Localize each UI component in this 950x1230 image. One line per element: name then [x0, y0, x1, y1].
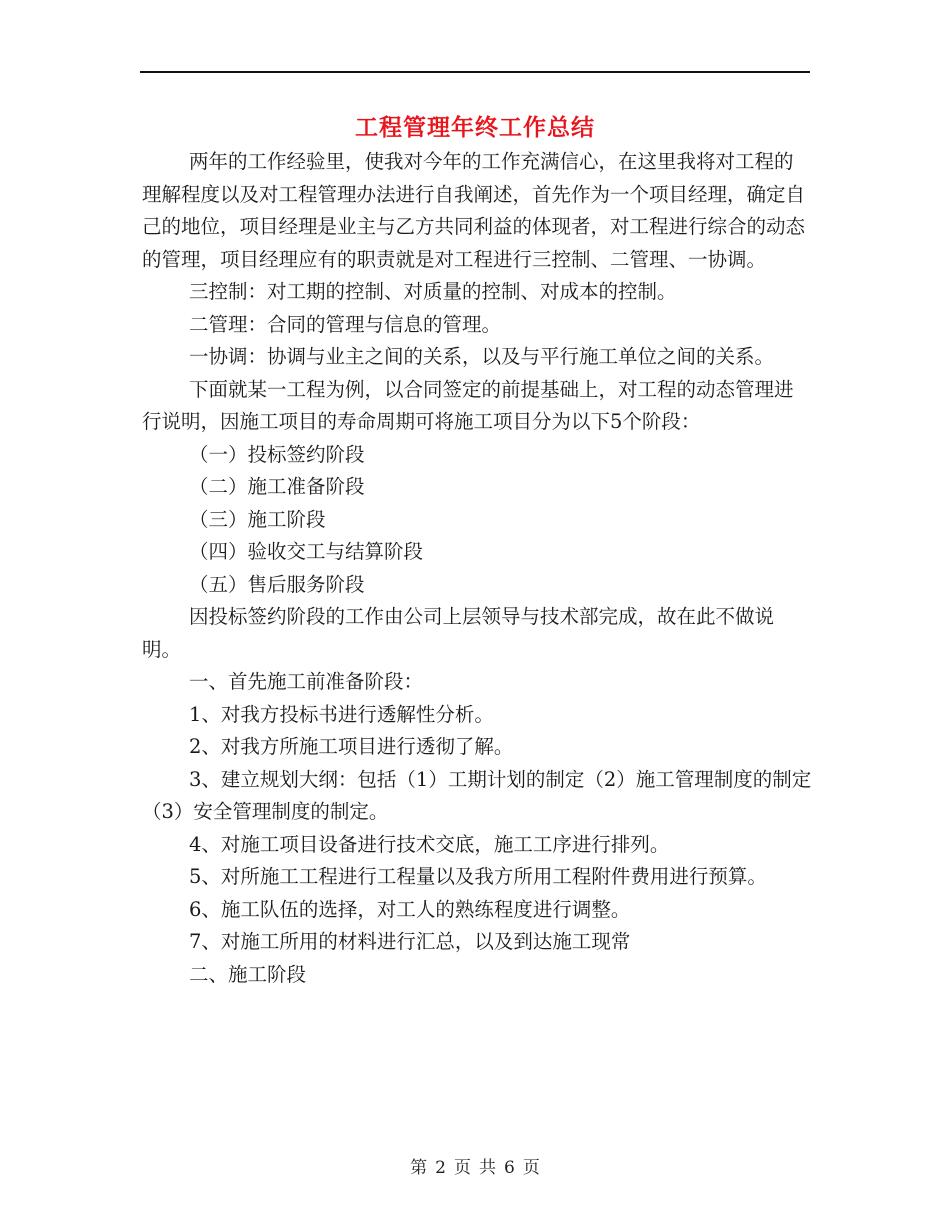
- stage-item: （三）施工阶段: [189, 507, 326, 531]
- list-item: 5、对所施工工程进行工程量以及我方所用工程附件费用进行预算。: [189, 865, 767, 888]
- list-item: 7、对施工所用的材料进行汇总，以及到达施工现常: [189, 930, 631, 953]
- paragraph-after-stages: 因投标签约阶段的工作由公司上层领导与技术部完成，故在此不做说明。: [142, 605, 775, 661]
- paragraph-three-controls: 三控制：对工期的控制、对质量的控制、对成本的控制。: [189, 280, 677, 303]
- section-heading: 二、施工阶段: [189, 962, 307, 986]
- total-unit: 页: [522, 1158, 540, 1178]
- paragraph-two-managements: 二管理：合同的管理与信息的管理。: [189, 312, 502, 336]
- page-unit: 页: [454, 1158, 471, 1178]
- list-item: 3、建立规划大纲：包括（1）工期计划的制定（2）施工管理制度的制定（3）安全管理制度的制定。: [142, 767, 812, 823]
- list-item: 1、对我方投标书进行透解性分析。: [189, 702, 494, 726]
- page-total: 6: [504, 1158, 515, 1178]
- paragraph-intro: 两年的工作经验里，使我对今年的工作充满信心，在这里我将对工程的理解程度以及对工程管理办法进行自我阐述，首先作为一个项目经理，确定自己的地位，项目经理是业主与乙方共同利益的体现者，对工程进行综合的动态的管理，项目经理应有的职责就是对工程进行三控制、二管理、一协调。: [142, 150, 806, 271]
- section-heading: 一、首先施工前准备阶段：: [189, 670, 424, 693]
- paragraph-example: 下面就某一工程为例，以合同签定的前提基础上，对工程的动态管理进行说明，因施工项目的寿命周期可将施工项目分为以下5个阶段：: [142, 377, 794, 433]
- total-label: 共: [479, 1158, 496, 1178]
- header-rule: [140, 71, 810, 73]
- page-label: 第: [410, 1158, 428, 1178]
- list-item: 4、对施工项目设备进行技术交底，施工工序进行排列。: [189, 832, 670, 856]
- document-title: 工程管理年终工作总结: [355, 115, 595, 141]
- paragraph-one-coordination: 一协调：协调与业主之间的关系，以及与平行施工单位之间的关系。: [189, 345, 775, 368]
- list-item: 6、施工队伍的选择，对工人的熟练程度进行调整。: [189, 897, 631, 921]
- page-footer: [0, 1153, 950, 1178]
- stage-item: （四）验收交工与结算阶段: [189, 540, 424, 563]
- stage-item: （一）投标签约阶段: [189, 442, 365, 466]
- list-item: 2、对我方所施工项目进行透彻了解。: [189, 735, 514, 758]
- stage-item: （五）售后服务阶段: [189, 572, 365, 596]
- stage-item: （二）施工准备阶段: [189, 475, 365, 498]
- document-body: [142, 146, 812, 991]
- page-number: 2: [435, 1158, 446, 1178]
